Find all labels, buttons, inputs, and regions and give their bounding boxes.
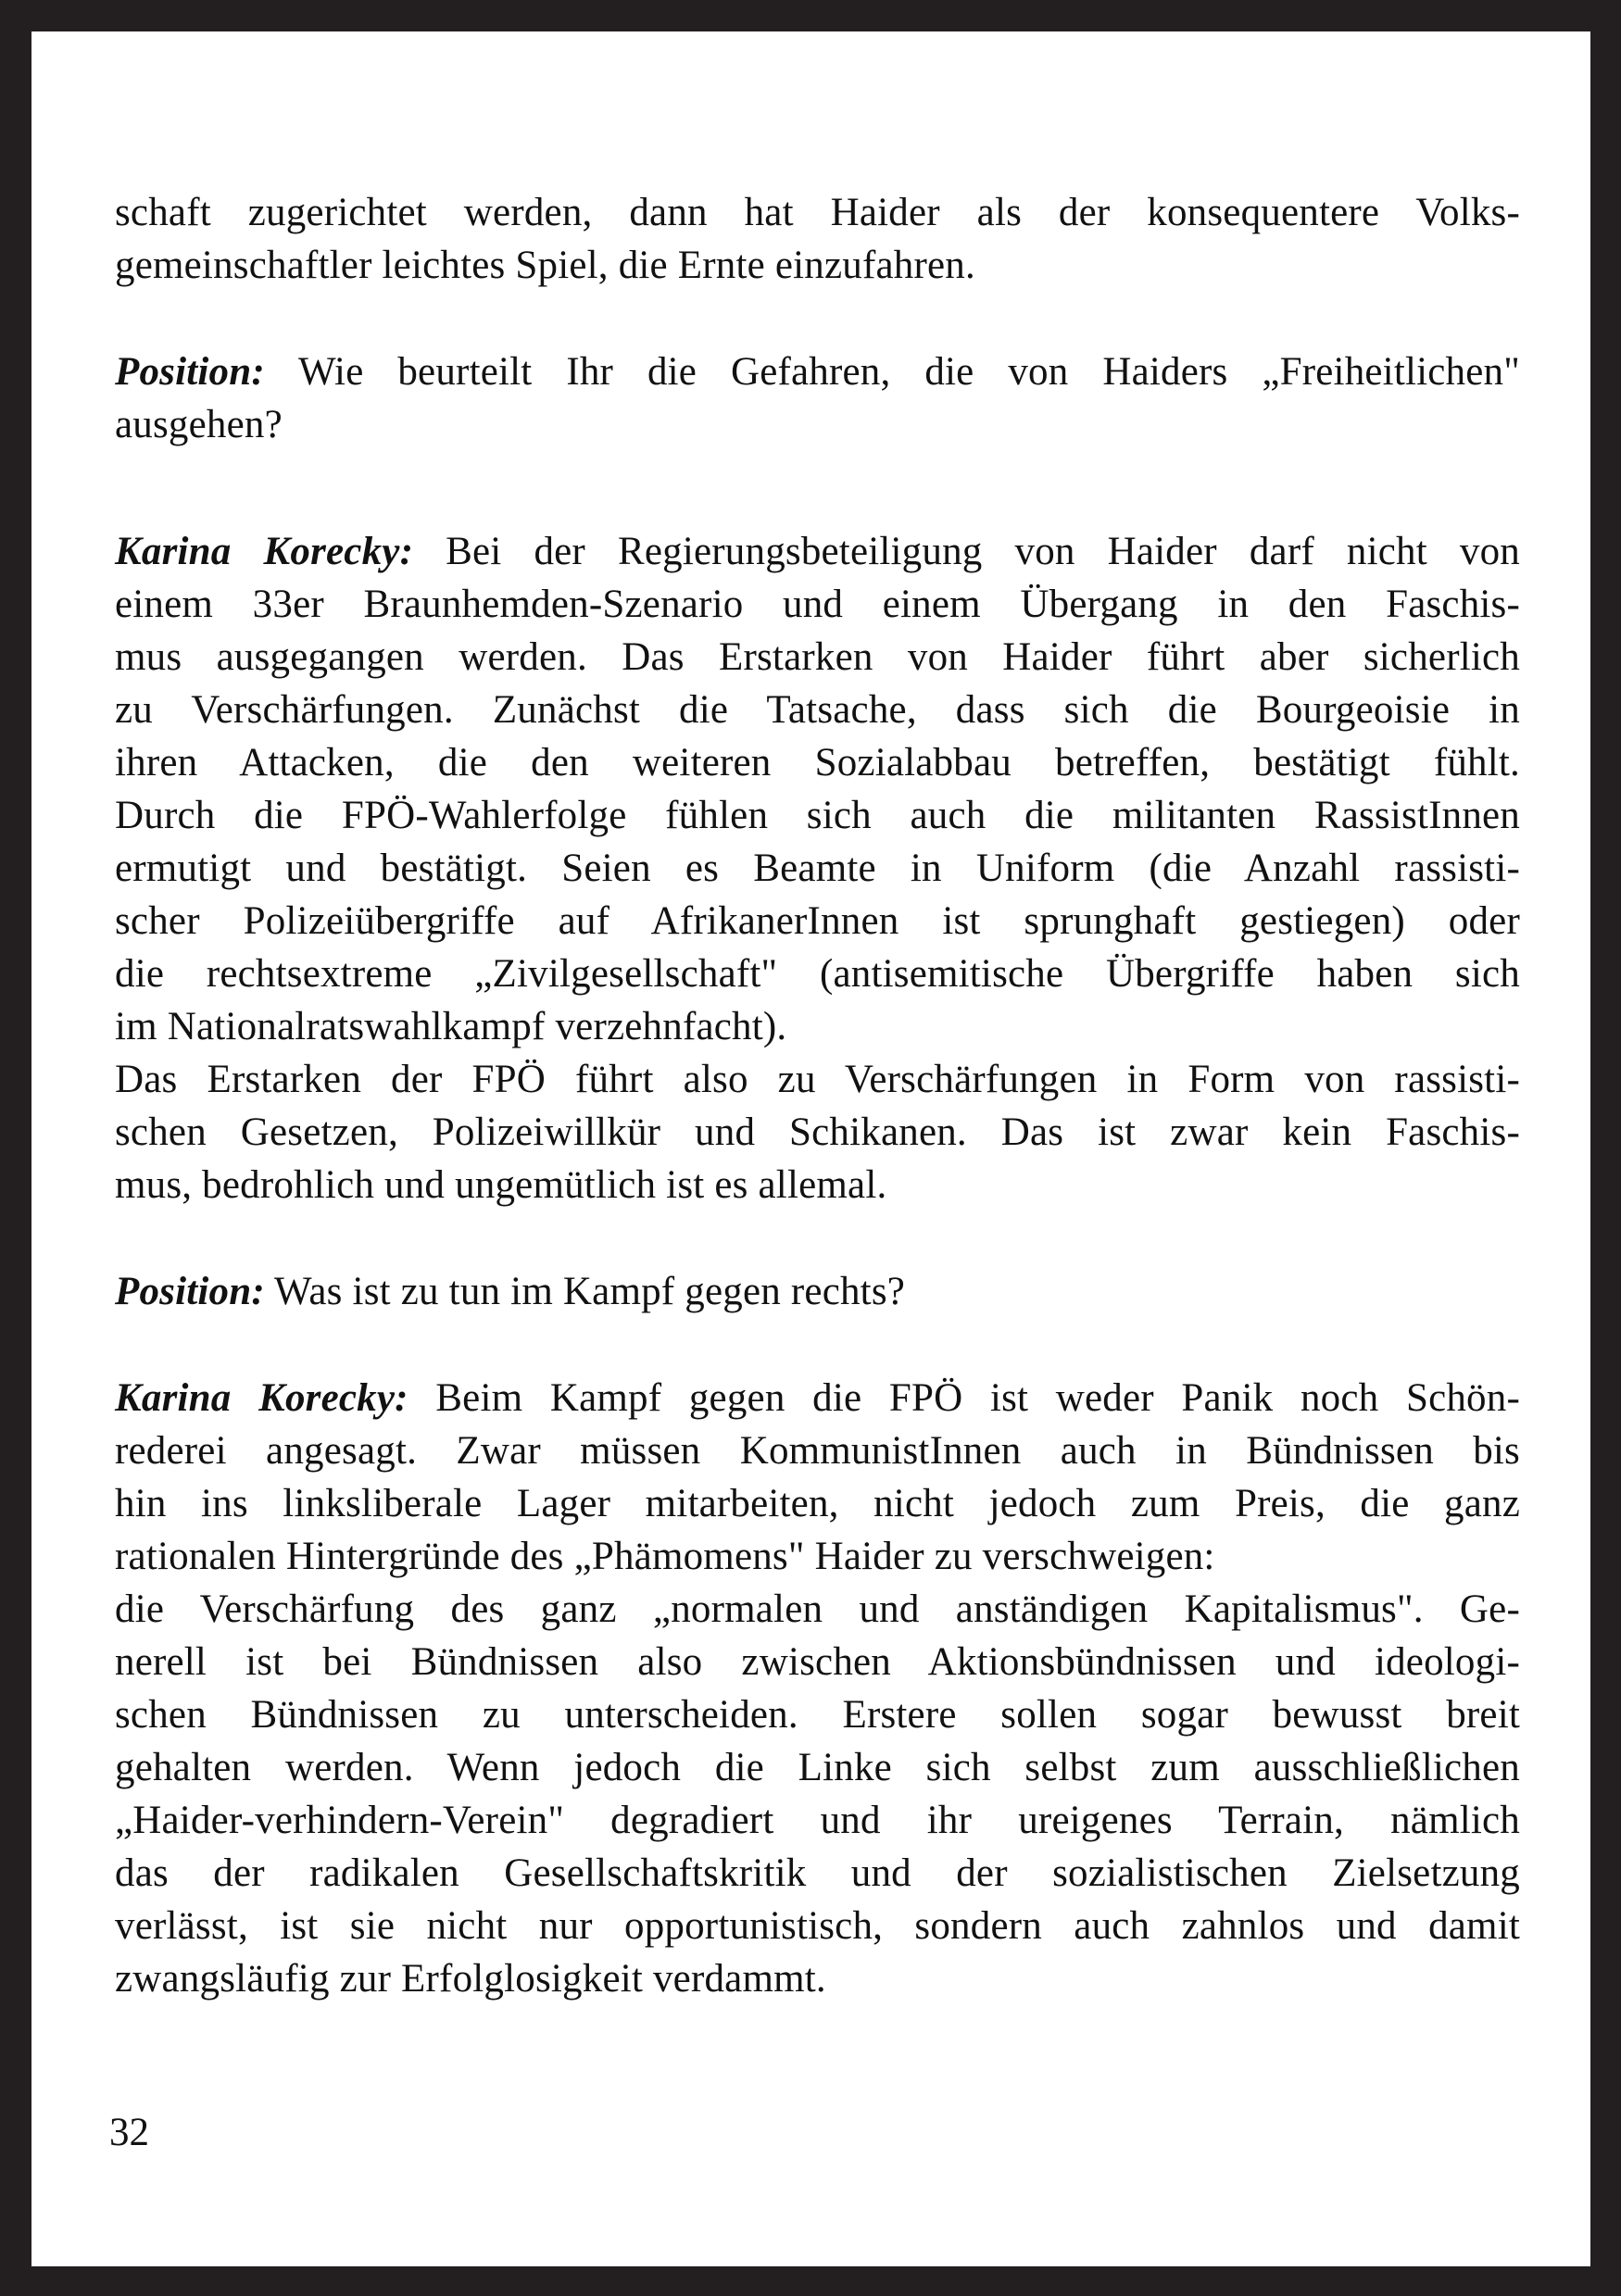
text-line: schaft zugerichtet werden, dann hat Haider als der konsequentere Volks- [115,191,1520,234]
text-block [115,186,1520,2059]
document-page [31,31,1590,2266]
text-line: zu Verschärfungen. Zunächst die Tatsache, dass sich die Bourgeoisie in [115,688,1520,732]
text-line: einem 33er Braunhemden-Szenario und einem Übergang in den Faschis- [115,583,1520,626]
text-line: scher Polizeiübergriffe auf AfrikanerInnen ist sprunghaft gestiegen) oder [115,899,1520,943]
text-line: Position: Was ist zu tun im Kampf gegen rechts? [115,1270,906,1313]
text-line: ausgehen? [115,403,283,446]
text-line: verlässt, ist sie nicht nur opportunistisch, sondern auch zahnlos und damit [115,1904,1520,1948]
text-line: mus ausgegangen werden. Das Erstarken von Haider führt aber sicherlich [115,635,1520,679]
text-line: schen Bündnissen zu unterscheiden. Erstere sollen sogar bewusst breit [115,1693,1520,1737]
text-line: die rechtsextreme „Zivilgesellschaft" (antisemitische Übergriffe haben sich [115,952,1520,996]
paragraph-answer-2 [115,1372,1520,2005]
text-line: schen Gesetzen, Polizeiwillkür und Schikanen. Das ist zwar kein Faschis- [115,1110,1520,1154]
text-line: nerell ist bei Bündnissen also zwischen Aktionsbündnissen und ideologi- [115,1640,1520,1684]
text-line: gehalten werden. Wenn jedoch die Linke sich selbst zum ausschließlichen [115,1746,1520,1789]
text-line: ermutigt und bestätigt. Seien es Beamte in Uniform (die Anzahl rassisti- [115,847,1520,890]
speaker-label: Position: [115,1270,265,1313]
text-line: rationalen Hintergründe des „Phämomens" Haider zu verschweigen: [115,1535,1215,1578]
paragraph-continuation [115,186,1520,292]
text-line: die Verschärfung des ganz „normalen und anständigen Kapitalismus". Ge- [115,1587,1520,1631]
text-line: hin ins linksliberale Lager mitarbeiten, nicht jedoch zum Preis, die ganz [115,1482,1520,1525]
text-line: ihren Attacken, die den weiteren Sozialabbau betreffen, bestätigt fühlt. [115,741,1520,784]
text-line: zwangsläufig zur Erfolglosigkeit verdammt. [115,1957,826,2001]
paragraph-answer-1 [115,525,1520,1211]
text-line: Karina Korecky: Bei der Regierungsbeteiligung von Haider darf nicht von [115,530,1520,573]
text-line: mus, bedrohlich und ungemütlich ist es allemal. [115,1163,887,1207]
text-line: gemeinschaftler leichtes Spiel, die Ernte einzufahren. [115,244,975,287]
paragraph-question-2 [115,1265,1520,1318]
page-number: 32 [109,2111,149,2154]
speaker-label: Karina Korecky: [115,530,414,573]
text-line: „Haider-verhindern-Verein" degradiert und ihr ureigenes Terrain, nämlich [115,1799,1520,1842]
text-line: das der radikalen Gesellschaftskritik und der sozialistischen Zielsetzung [115,1851,1520,1895]
text-line: Position: Wie beurteilt Ihr die Gefahren, die von Haiders „Freiheitlichen" [115,350,1520,394]
paragraph-question-1 [115,345,1520,451]
text-line: Karina Korecky: Beim Kampf gegen die FPÖ ist weder Panik noch Schön- [115,1376,1520,1420]
speaker-label: Karina Korecky: [115,1376,408,1420]
speaker-label: Position: [115,350,265,394]
text-line: rederei angesagt. Zwar müssen KommunistInnen auch in Bündnissen bis [115,1429,1520,1473]
text-line: Durch die FPÖ-Wahlerfolge fühlen sich auch die militanten RassistInnen [115,794,1520,837]
text-line: Das Erstarken der FPÖ führt also zu Verschärfungen in Form von rassisti- [115,1058,1520,1101]
text-line: im Nationalratswahlkampf verzehnfacht). [115,1005,787,1048]
